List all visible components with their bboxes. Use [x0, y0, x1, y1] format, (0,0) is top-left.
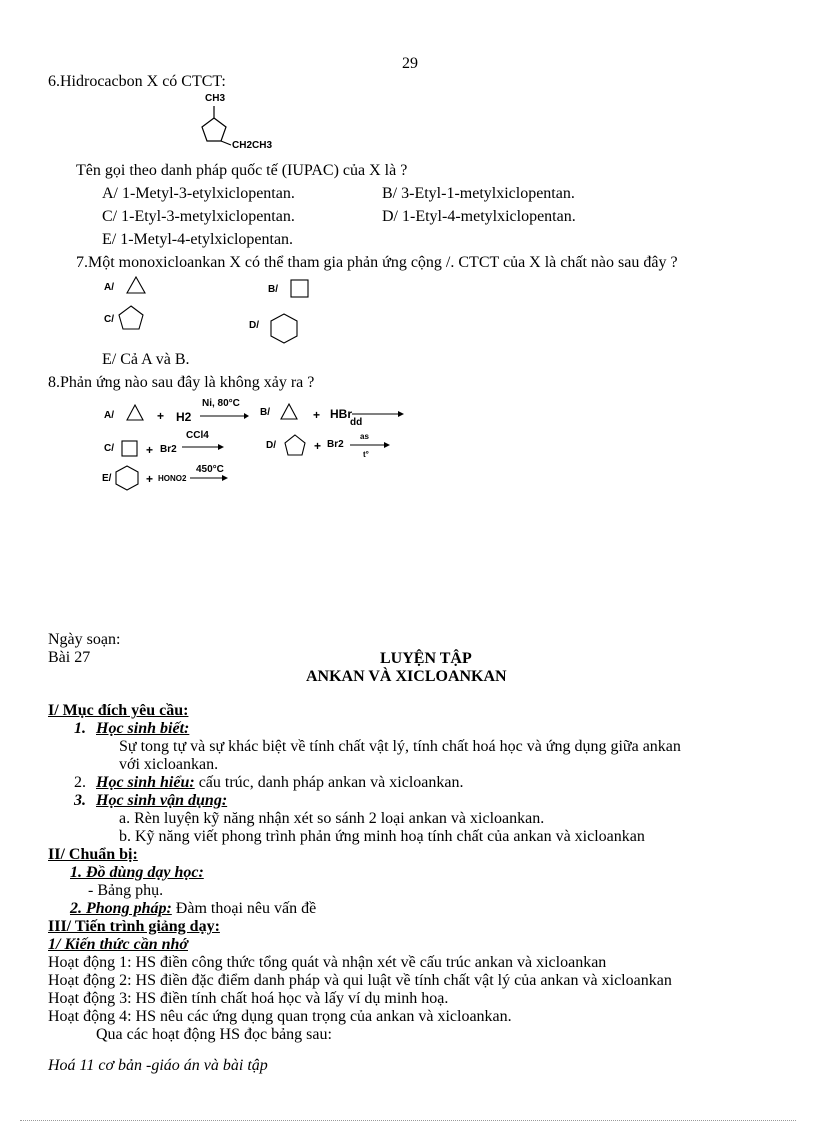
- hoat-dong-2: Hoạt động 2: HS điền đặc điểm danh pháp và qui luật về tính chất vật lý của ankan và xicloankan: [48, 972, 672, 989]
- q8-a-arrow: [200, 412, 250, 420]
- page-bottom-divider: [20, 1120, 796, 1121]
- q7-label-c: C/: [104, 314, 114, 325]
- s1-2-title: Học sinh hiểu:: [96, 774, 195, 791]
- q7-option-e: E/ Cả A và B.: [102, 351, 190, 368]
- footer-text: Hoá 11 cơ bản -giáo án và bài tập: [48, 1057, 268, 1074]
- q8-c-plus: +: [146, 443, 154, 457]
- q8-b-plus: +: [313, 408, 321, 422]
- q8-d-plus: +: [314, 439, 322, 453]
- section-1-heading: I/ Mục đích yêu cầu:: [48, 702, 189, 719]
- q8-d-arrow: [350, 441, 392, 449]
- hoat-dong-3: Hoạt động 3: HS điền tính chất hoá học và lấy ví dụ minh hoạ.: [48, 990, 449, 1007]
- hoat-dong-1: Hoạt động 1: HS điền công thức tổng quát và nhận xét về cấu trúc ankan và xicloankan: [48, 954, 607, 971]
- ngay-soan: Ngày soạn:: [48, 631, 121, 648]
- q7-label-d: D/: [249, 320, 259, 331]
- s3-1-title: 1/ Kiến thức cần nhớ: [48, 936, 188, 953]
- q8-d-cyclopentane: [284, 434, 312, 460]
- q6-ch2ch3-label: CH2CH3: [232, 140, 273, 151]
- q6-prompt: Tên gọi theo danh pháp quốc tế (IUPAC) của X là ?: [76, 162, 408, 179]
- q8-a-cyclopropane: [126, 404, 148, 424]
- lesson-title: LUYỆN TẬP: [380, 650, 472, 667]
- section-3-heading: III/ Tiến trình giảng dạy:: [48, 918, 220, 935]
- q8-e-reagent: HONO2: [158, 474, 187, 483]
- q7-label-a: A/: [104, 282, 114, 293]
- q6-ch3-label: CH3: [205, 93, 226, 104]
- lesson-subtitle: ANKAN VÀ XICLOANKAN: [306, 668, 507, 685]
- hoat-dong-4: Hoạt động 4: HS nêu các ứng dụng quan trọng của ankan và xicloankan.: [48, 1008, 512, 1025]
- s2-2-body: Đàm thoại nêu vấn đề: [171, 900, 317, 917]
- q8-e-label: E/: [102, 473, 112, 484]
- q8-e-condition: 450°C: [196, 464, 224, 475]
- q7-cyclopentane: [118, 305, 148, 335]
- q8-a-plus: +: [157, 409, 165, 423]
- q6-question: 6.Hidrocacbon X có CTCT:: [48, 73, 226, 90]
- q7-cyclopropane: [126, 276, 150, 296]
- q8-c-reagent: Br2: [160, 444, 177, 455]
- q7-label-b: B/: [268, 284, 278, 295]
- q7-cyclobutane: [290, 279, 312, 301]
- q6-option-d: D/ 1-Etyl-4-metylxiclopentan.: [382, 208, 576, 225]
- q8-e-cyclohexane: [115, 465, 143, 495]
- q7-question: 7.Một monoxicloankan X có thể tham gia phản ứng cộng /. CTCT của X là chất nào sau đây ?: [76, 254, 678, 271]
- q8-question: 8.Phản ứng nào sau đây là không xảy ra ?: [48, 374, 315, 391]
- bai-number: Bài 27: [48, 649, 91, 666]
- s2-1-item: - Bảng phụ.: [88, 882, 164, 899]
- q8-b-arrow: [352, 410, 406, 418]
- s1-1-line1: Sự tong tự và sự khác biệt về tính chất vật lý, tính chất hoá học và ứng dụng giữa ankan: [119, 738, 681, 755]
- page-number: 29: [402, 55, 418, 72]
- q8-d-reagent: Br2: [327, 439, 344, 450]
- q8-c-cyclobutane: [121, 440, 141, 460]
- q8-a-reagent: H2: [176, 410, 192, 424]
- q8-e-plus: +: [146, 472, 154, 486]
- q8-c-arrow: [182, 443, 226, 451]
- summary-line: Qua các hoạt động HS đọc bảng sau:: [96, 1026, 332, 1043]
- q8-a-label: A/: [104, 410, 114, 421]
- q8-b-cyclopropane: [280, 403, 302, 423]
- q7-cyclohexane: [270, 313, 300, 345]
- q8-c-label: C/: [104, 443, 114, 454]
- s1-3-item-a: a. Rèn luyện kỹ năng nhận xét so sánh 2 loại ankan và xicloankan.: [119, 810, 545, 827]
- q6-option-c: C/ 1-Etyl-3-metylxiclopentan.: [102, 208, 295, 225]
- s1-3-item-b: b. Kỹ năng viết phong trình phản ứng minh hoạ tính chất của ankan và xicloankan: [119, 828, 645, 845]
- q8-d-label: D/: [266, 440, 276, 451]
- s1-1-line2: với xicloankan.: [119, 756, 219, 773]
- q6-option-e: E/ 1-Metyl-4-etylxiclopentan.: [102, 231, 294, 248]
- q8-d-condition-top: as: [360, 432, 369, 441]
- s1-2-text: [96, 775, 463, 791]
- s1-2-number: 2.: [74, 774, 86, 791]
- s1-2-body: cấu trúc, danh pháp ankan và xicloankan.: [194, 774, 464, 791]
- s1-1-title: Học sinh biết:: [96, 720, 190, 737]
- q8-b-reagent: HBr: [330, 407, 353, 421]
- section-2-heading: II/ Chuẩn bị:: [48, 846, 138, 863]
- q8-d-condition-bottom: t°: [363, 450, 369, 459]
- s2-1-title: 1. Đồ dùng dạy học:: [70, 864, 204, 881]
- q8-e-arrow: [190, 474, 230, 482]
- s1-1-number: 1.: [74, 720, 86, 737]
- s1-3-number: 3.: [74, 792, 86, 809]
- s2-2-title: 2. Phong pháp:: [70, 900, 172, 917]
- q8-b-label: B/: [260, 407, 270, 418]
- q8-b-condition: dd: [350, 417, 363, 428]
- s2-2-text: [70, 901, 316, 917]
- q6-option-a: A/ 1-Metyl-3-etylxiclopentan.: [102, 185, 295, 202]
- q8-a-condition: Ni, 80°C: [202, 398, 240, 409]
- q8-c-condition: CCl4: [186, 430, 209, 441]
- q6-option-b: B/ 3-Etyl-1-metylxiclopentan.: [382, 185, 575, 202]
- s1-3-title: Học sinh vận dụng:: [96, 792, 228, 809]
